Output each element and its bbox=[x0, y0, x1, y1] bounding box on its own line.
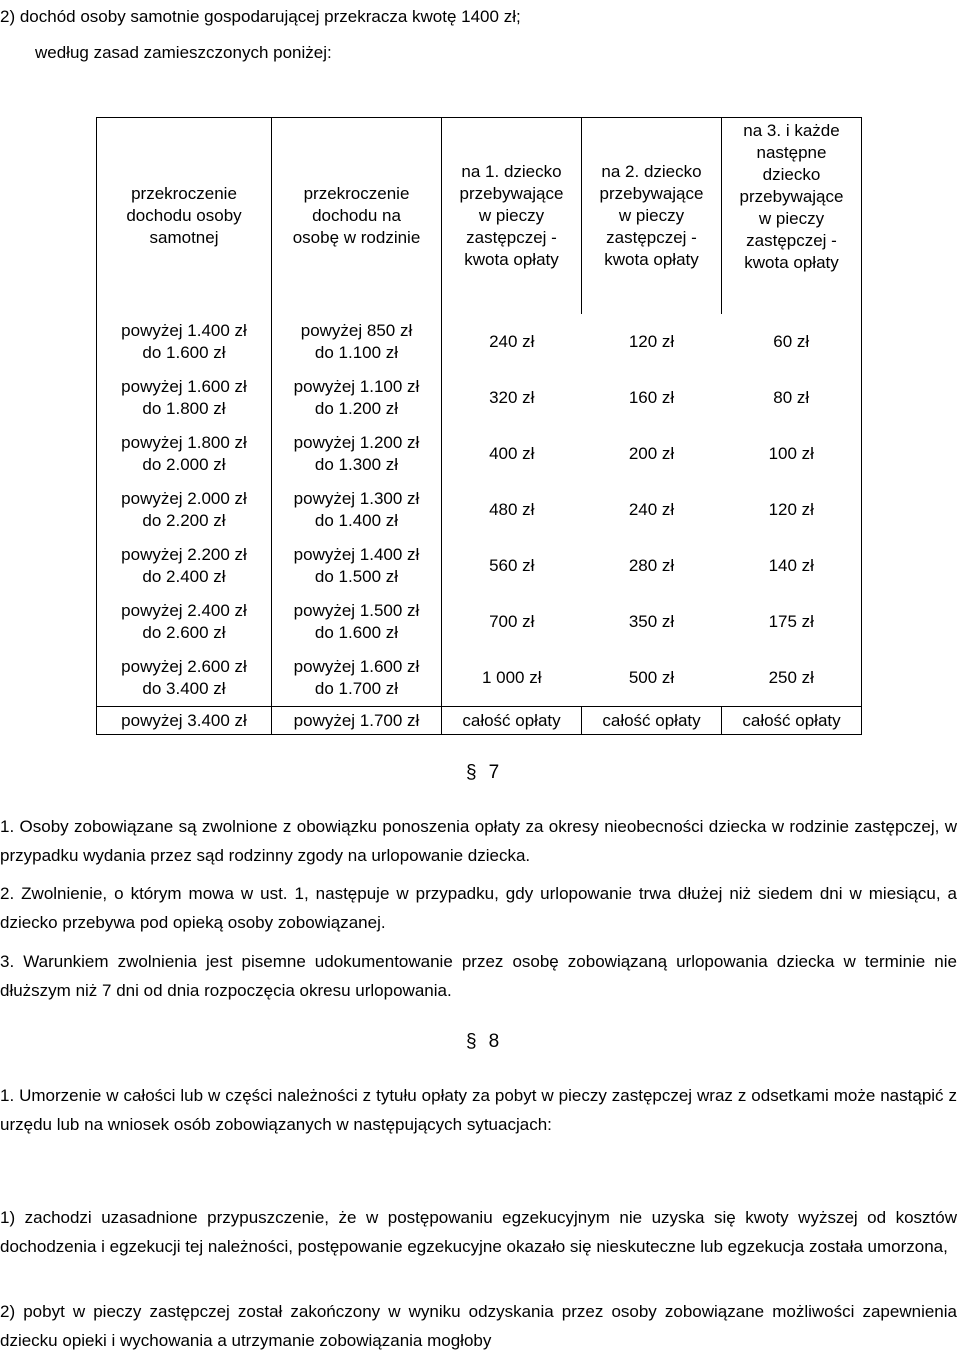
header-line: w pieczy bbox=[758, 209, 825, 228]
final-cell: powyżej 3.400 zł bbox=[97, 707, 272, 735]
cell-line: powyżej 850 zł bbox=[300, 321, 413, 340]
table-row-final bbox=[97, 707, 862, 735]
header-line: kwota opłaty bbox=[464, 250, 559, 269]
cell-line: powyżej 2.600 zł bbox=[121, 657, 247, 676]
section-number: 7 bbox=[488, 762, 500, 783]
section-8-heading bbox=[466, 1031, 499, 1053]
cell-line: powyżej 2.400 zł bbox=[121, 601, 247, 620]
family-income-range bbox=[272, 538, 442, 594]
s8-item-2: 2) pobyt w pieczy zastępczej został zakończony w wyniku odzyskania przez osoby zobowiązane możliwości zapewnienia dziecku opieki i wychowania a utrzymanie zobowiązania mogłoby bbox=[0, 1302, 957, 1350]
family-income-range bbox=[272, 370, 442, 426]
cell-line: powyżej 1.800 zł bbox=[121, 433, 247, 452]
single-income-range bbox=[97, 594, 272, 650]
fee-child-1: 320 zł bbox=[442, 370, 582, 426]
fee-child-3: 100 zł bbox=[722, 426, 862, 482]
header-line: kwota opłaty bbox=[744, 253, 839, 272]
fee-child-2: 120 zł bbox=[628, 332, 675, 351]
fee-child-2: 200 zł bbox=[628, 444, 675, 463]
table-row bbox=[97, 594, 862, 650]
single-income-range bbox=[97, 482, 272, 538]
fee-child-3: 250 zł bbox=[722, 650, 862, 707]
table-row bbox=[97, 314, 862, 370]
family-income-range bbox=[272, 426, 442, 482]
header-child-3 bbox=[722, 118, 862, 315]
cell-line: do 1.500 zł bbox=[314, 567, 399, 586]
section-symbol: § bbox=[466, 762, 477, 783]
header-line: przebywające bbox=[739, 187, 844, 206]
final-cell: całość opłaty bbox=[442, 707, 582, 735]
fee-child-3: 175 zł bbox=[722, 594, 862, 650]
header-line: przebywające bbox=[599, 184, 704, 203]
header-family-income bbox=[272, 118, 442, 315]
header-line: kwota opłaty bbox=[604, 250, 699, 269]
fee-child-2: 280 zł bbox=[628, 556, 675, 575]
header-line: samotnej bbox=[149, 228, 219, 247]
single-income-range bbox=[97, 650, 272, 707]
fee-child-2: 160 zł bbox=[628, 388, 675, 407]
cell-line: do 2.600 zł bbox=[142, 623, 226, 642]
s7-paragraph-2: 2. Zwolnienie, o którym mowa w ust. 1, następuje w przypadku, gdy urlopowanie trwa dłużej niż siedem dni w miesiącu, a dziecko przebywa pod opieką osoby zobowiązanej. bbox=[0, 884, 957, 932]
cell-line: do 2.200 zł bbox=[142, 511, 226, 530]
fee-child-3: 80 zł bbox=[722, 370, 862, 426]
header-line: dziecko bbox=[762, 165, 821, 184]
cell-line: do 1.800 zł bbox=[142, 399, 226, 418]
fee-child-2: 350 zł bbox=[628, 612, 675, 631]
cell-line: do 1.400 zł bbox=[314, 511, 399, 530]
header-line: na 1. dziecko bbox=[461, 162, 562, 181]
cell-line: do 1.600 zł bbox=[142, 343, 226, 362]
header-child-2 bbox=[582, 118, 722, 315]
header-child-1 bbox=[442, 118, 582, 315]
header-line: dochodu osoby bbox=[126, 206, 242, 225]
cell-line: do 2.400 zł bbox=[142, 567, 226, 586]
single-income-range bbox=[97, 426, 272, 482]
family-income-range bbox=[272, 594, 442, 650]
s8-item-1: 1) zachodzi uzasadnione przypuszczenie, że w postępowaniu egzekucyjnym nie uzyska się kwoty wyższej od kosztów dochodzenia i egzekucji tej należności, postępowanie egzekucyjne okazało się nieskuteczne lub egzekucja została umorzona, bbox=[0, 1208, 957, 1256]
family-income-range bbox=[272, 650, 442, 707]
header-line: dochodu na bbox=[312, 206, 401, 225]
cell-line: do 1.300 zł bbox=[314, 455, 399, 474]
cell-line: do 1.200 zł bbox=[314, 399, 399, 418]
header-single-income bbox=[97, 118, 272, 315]
final-cell: powyżej 1.700 zł bbox=[272, 707, 442, 735]
header-line: zastępczej - bbox=[466, 228, 557, 247]
fee-child-1: 400 zł bbox=[442, 426, 582, 482]
header-line: osobę w rodzinie bbox=[292, 228, 421, 247]
cell-line: powyżej 1.600 zł bbox=[121, 377, 247, 396]
s7-paragraph-1: 1. Osoby zobowiązane są zwolnione z obowiązku ponoszenia opłaty za okresy nieobecności dziecka w rodzinie zastępczej, w przypadku wydania przez sąd rodzinny zgody na urlopowanie dziecka. bbox=[0, 817, 957, 865]
header-line: zastępczej - bbox=[746, 231, 837, 250]
fee-child-3: 60 zł bbox=[722, 314, 862, 370]
s8-paragraph-1: 1. Umorzenie w całości lub w części należności z tytułu opłaty za pobyt w pieczy zastępczej wraz z odsetkami może nastąpić z urzędu lub na wniosek osób zobowiązanych w następujących sytuacjach: bbox=[0, 1086, 957, 1134]
cell-line: powyżej 1.200 zł bbox=[293, 433, 420, 452]
section-symbol: § bbox=[466, 1031, 477, 1052]
fee-table bbox=[96, 117, 862, 735]
header-line: na 2. dziecko bbox=[601, 162, 702, 181]
table-row bbox=[97, 538, 862, 594]
cell-line: powyżej 1.400 zł bbox=[121, 321, 247, 340]
intro-line-2: według zasad zamieszczonych poniżej: bbox=[35, 43, 332, 62]
section-7-heading bbox=[466, 762, 499, 784]
table-header-row bbox=[97, 118, 862, 315]
single-income-range bbox=[97, 314, 272, 370]
s7-paragraph-3: 3. Warunkiem zwolnienia jest pisemne udokumentowanie przez osobę zobowiązaną urlopowania dziecka w terminie nie dłuższym niż 7 dni od dnia rozpoczęcia okresu urlopowania. bbox=[0, 952, 957, 1000]
header-line: następne bbox=[756, 143, 827, 162]
single-income-range bbox=[97, 538, 272, 594]
fee-child-2: 500 zł bbox=[628, 668, 675, 687]
family-income-range bbox=[272, 482, 442, 538]
cell-line: powyżej 2.200 zł bbox=[121, 545, 247, 564]
cell-line: powyżej 1.500 zł bbox=[293, 601, 420, 620]
section-number: 8 bbox=[488, 1031, 500, 1052]
fee-child-1: 1 000 zł bbox=[442, 650, 582, 707]
table-row bbox=[97, 370, 862, 426]
fee-child-1: 560 zł bbox=[442, 538, 582, 594]
final-cell: całość opłaty bbox=[722, 707, 862, 735]
cell-line: do 2.000 zł bbox=[142, 455, 226, 474]
header-line: na 3. i każde bbox=[743, 121, 840, 140]
fee-child-3: 120 zł bbox=[722, 482, 862, 538]
header-line: przekroczenie bbox=[303, 184, 410, 203]
cell-line: powyżej 1.400 zł bbox=[293, 545, 420, 564]
cell-line: powyżej 2.000 zł bbox=[121, 489, 247, 508]
cell-line: do 1.700 zł bbox=[314, 679, 399, 698]
fee-child-2: 240 zł bbox=[628, 500, 675, 519]
header-line: zastępczej - bbox=[606, 228, 697, 247]
family-income-range bbox=[272, 314, 442, 370]
cell-line: powyżej 1.300 zł bbox=[293, 489, 420, 508]
header-line: w pieczy bbox=[618, 206, 685, 225]
table-row bbox=[97, 482, 862, 538]
table-row bbox=[97, 650, 862, 707]
cell-line: do 1.600 zł bbox=[314, 623, 399, 642]
fee-child-1: 480 zł bbox=[442, 482, 582, 538]
fee-child-1: 700 zł bbox=[442, 594, 582, 650]
final-cell: całość opłaty bbox=[582, 707, 722, 735]
header-line: przebywające bbox=[459, 184, 564, 203]
header-line: w pieczy bbox=[478, 206, 545, 225]
single-income-range bbox=[97, 370, 272, 426]
cell-line: do 1.100 zł bbox=[314, 343, 399, 362]
header-line: przekroczenie bbox=[131, 184, 237, 203]
table-row bbox=[97, 426, 862, 482]
intro-line-1: 2) dochód osoby samotnie gospodarującej przekracza kwotę 1400 zł; bbox=[0, 7, 521, 26]
cell-line: powyżej 1.600 zł bbox=[293, 657, 420, 676]
fee-child-3: 140 zł bbox=[722, 538, 862, 594]
cell-line: do 3.400 zł bbox=[142, 679, 226, 698]
fee-child-1: 240 zł bbox=[442, 314, 582, 370]
cell-line: powyżej 1.100 zł bbox=[293, 377, 420, 396]
